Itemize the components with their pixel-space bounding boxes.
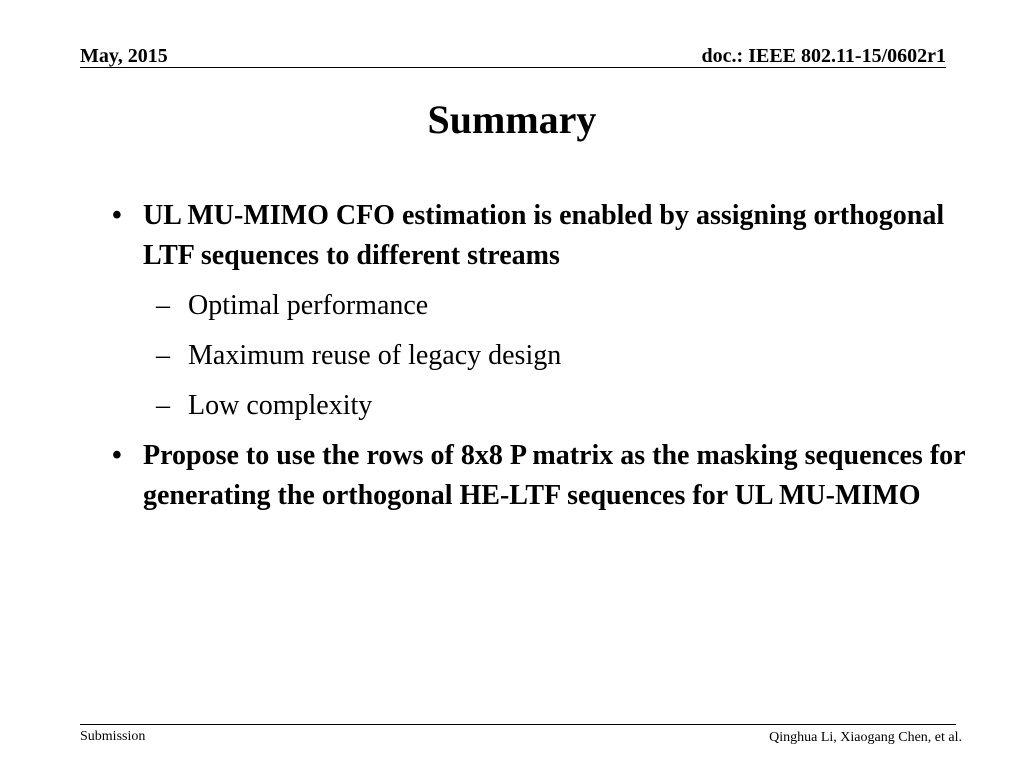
bullet-text: UL MU-MIMO CFO estimation is enabled by assigning orthogonal LTF sequences to different streams xyxy=(143,200,945,271)
sub-item-text: Optimal performance xyxy=(188,290,429,321)
bullet-item-1 xyxy=(100,196,980,276)
footer-submission: Submission xyxy=(80,729,146,744)
header-date: May, 2015 xyxy=(80,45,168,67)
header-divider xyxy=(80,67,946,68)
sub-item-2 xyxy=(100,336,980,376)
sub-item-1 xyxy=(100,286,980,326)
slide-body xyxy=(100,196,980,516)
dash-marker: – xyxy=(156,340,170,371)
slide-title: Summary xyxy=(427,97,597,142)
header-doc-id: doc.: IEEE 802.11-15/0602r1 xyxy=(701,45,946,67)
bullet-item-2 xyxy=(100,436,980,516)
footer-divider xyxy=(80,724,956,725)
dash-marker: – xyxy=(156,290,170,321)
footer-authors: Qinghua Li, Xiaogang Chen, et al. xyxy=(769,730,962,745)
bullet-marker: • xyxy=(112,200,122,231)
bullet-marker: • xyxy=(112,440,122,471)
sub-item-text: Maximum reuse of legacy design xyxy=(188,340,562,371)
dash-marker: – xyxy=(156,390,170,421)
sub-item-text: Low complexity xyxy=(188,390,373,421)
bullet-text: Propose to use the rows of 8x8 P matrix as the masking sequences for generating the orthogonal HE-LTF sequences for UL MU-MIMO xyxy=(143,440,966,511)
sub-item-3 xyxy=(100,386,980,426)
